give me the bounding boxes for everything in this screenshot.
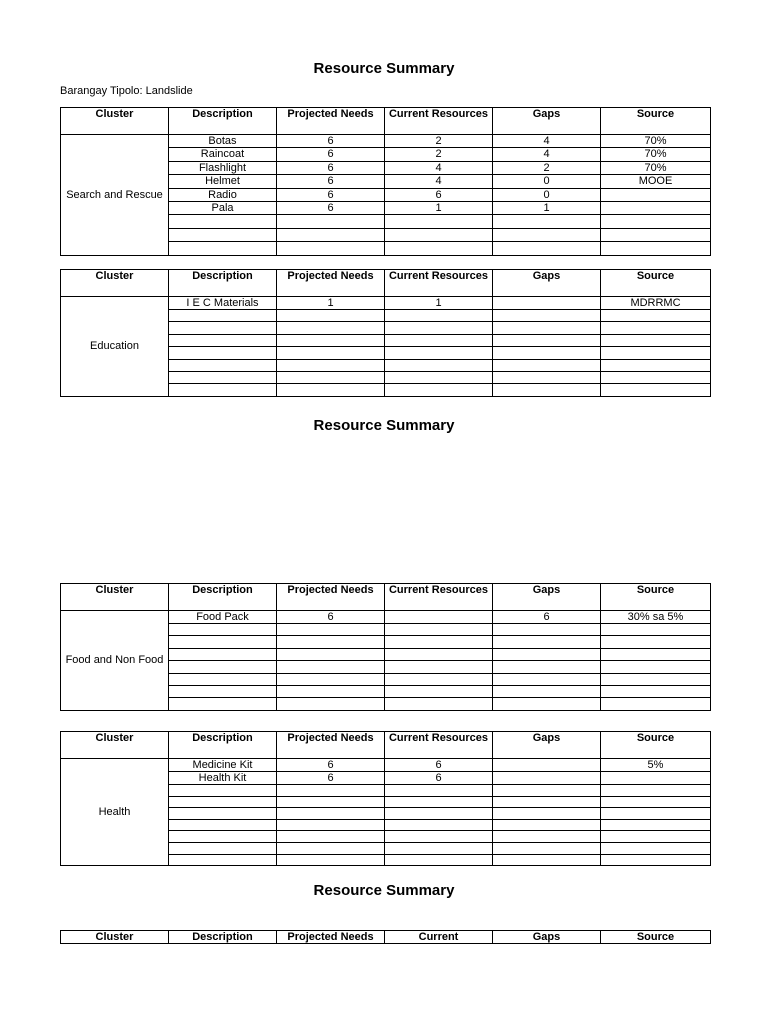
projected-needs-cell bbox=[277, 819, 385, 831]
header-projected-needs: Projected Needs bbox=[277, 270, 385, 297]
table-row bbox=[61, 611, 711, 624]
source-cell: 70% bbox=[601, 161, 711, 174]
description-cell: Botas bbox=[169, 135, 277, 148]
description-cell bbox=[169, 698, 277, 710]
source-cell bbox=[601, 322, 711, 334]
header-gaps: Gaps bbox=[493, 108, 601, 135]
current-resources-cell bbox=[385, 819, 493, 831]
source-cell bbox=[601, 772, 711, 785]
current-resources-cell bbox=[385, 371, 493, 383]
description-cell: Medicine Kit bbox=[169, 759, 277, 772]
gaps-cell bbox=[493, 685, 601, 697]
source-cell bbox=[601, 242, 711, 255]
projected-needs-cell: 6 bbox=[277, 175, 385, 188]
projected-needs-cell bbox=[277, 636, 385, 648]
header-description: Description bbox=[169, 584, 277, 611]
projected-needs-cell bbox=[277, 796, 385, 808]
source-cell bbox=[601, 661, 711, 673]
cluster-cell: Food and Non Food bbox=[61, 611, 169, 711]
description-cell: Food Pack bbox=[169, 611, 277, 624]
gaps-cell bbox=[493, 842, 601, 854]
projected-needs-cell bbox=[277, 334, 385, 346]
source-cell: MDRRMC bbox=[601, 297, 711, 310]
description-cell bbox=[169, 384, 277, 396]
current-resources-cell: 6 bbox=[385, 759, 493, 772]
description-cell bbox=[169, 648, 277, 660]
source-cell bbox=[601, 636, 711, 648]
projected-needs-cell: 6 bbox=[277, 759, 385, 772]
gaps-cell bbox=[493, 384, 601, 396]
header-projected-needs: Projected Needs bbox=[277, 584, 385, 611]
current-resources-cell bbox=[385, 796, 493, 808]
projected-needs-cell bbox=[277, 808, 385, 820]
table-row bbox=[61, 135, 711, 148]
description-cell: Health Kit bbox=[169, 772, 277, 785]
current-resources-cell bbox=[385, 808, 493, 820]
projected-needs-cell bbox=[277, 384, 385, 396]
header-current-resources: Current Resources bbox=[385, 270, 493, 297]
header-projected-needs: Projected Needs bbox=[277, 732, 385, 759]
description-cell bbox=[169, 322, 277, 334]
source-cell bbox=[601, 648, 711, 660]
page-title-2: Resource Summary bbox=[313, 417, 455, 434]
header-source: Source bbox=[601, 270, 711, 297]
header-gaps: Gaps bbox=[493, 584, 601, 611]
current-resources-cell bbox=[385, 215, 493, 228]
source-cell bbox=[601, 384, 711, 396]
description-cell: Raincoat bbox=[169, 148, 277, 161]
description-cell bbox=[169, 359, 277, 371]
description-cell bbox=[169, 215, 277, 228]
current-resources-cell bbox=[385, 347, 493, 359]
gaps-cell: 2 bbox=[493, 161, 601, 174]
gaps-cell bbox=[493, 310, 601, 322]
current-resources-cell bbox=[385, 698, 493, 710]
description-cell bbox=[169, 624, 277, 636]
projected-needs-cell bbox=[277, 215, 385, 228]
current-resources-cell: 4 bbox=[385, 175, 493, 188]
projected-needs-cell: 6 bbox=[277, 148, 385, 161]
cluster-cell: Education bbox=[61, 297, 169, 397]
projected-needs-cell bbox=[277, 831, 385, 843]
current-resources-cell: 6 bbox=[385, 772, 493, 785]
description-cell: Flashlight bbox=[169, 161, 277, 174]
source-cell bbox=[601, 819, 711, 831]
current-resources-cell bbox=[385, 785, 493, 797]
current-resources-cell bbox=[385, 648, 493, 660]
projected-needs-cell: 6 bbox=[277, 772, 385, 785]
projected-needs-cell bbox=[277, 371, 385, 383]
subtitle: Barangay Tipolo: Landslide bbox=[60, 85, 193, 97]
gaps-cell bbox=[493, 215, 601, 228]
header-current-resources: Current Resources bbox=[385, 108, 493, 135]
gaps-cell bbox=[493, 785, 601, 797]
gaps-cell bbox=[493, 831, 601, 843]
header-description: Description bbox=[169, 270, 277, 297]
source-cell bbox=[601, 188, 711, 201]
table-row bbox=[61, 759, 711, 772]
description-cell: Helmet bbox=[169, 175, 277, 188]
gaps-cell bbox=[493, 359, 601, 371]
source-cell bbox=[601, 842, 711, 854]
description-cell bbox=[169, 808, 277, 820]
resource-table bbox=[60, 583, 711, 711]
header-cluster: Cluster bbox=[61, 270, 169, 297]
gaps-cell bbox=[493, 347, 601, 359]
gaps-cell bbox=[493, 371, 601, 383]
gaps-cell bbox=[493, 297, 601, 310]
source-cell: 30% sa 5% bbox=[601, 611, 711, 624]
projected-needs-cell: 6 bbox=[277, 188, 385, 201]
cluster-cell: Search and Rescue bbox=[61, 135, 169, 256]
cluster-cell: Health bbox=[61, 759, 169, 866]
description-cell bbox=[169, 636, 277, 648]
description-cell bbox=[169, 242, 277, 255]
gaps-cell bbox=[493, 759, 601, 772]
source-cell: 70% bbox=[601, 135, 711, 148]
description-cell: I E C Materials bbox=[169, 297, 277, 310]
gaps-cell bbox=[493, 808, 601, 820]
current-resources-cell: 2 bbox=[385, 148, 493, 161]
resource-table bbox=[60, 269, 711, 397]
source-cell bbox=[601, 685, 711, 697]
header-projected-needs: Projected Needs bbox=[277, 108, 385, 135]
header-current: Current bbox=[385, 931, 493, 944]
projected-needs-cell bbox=[277, 322, 385, 334]
gaps-cell bbox=[493, 322, 601, 334]
description-cell bbox=[169, 685, 277, 697]
source-cell bbox=[601, 673, 711, 685]
current-resources-cell bbox=[385, 611, 493, 624]
gaps-cell bbox=[493, 624, 601, 636]
header-source: Source bbox=[601, 584, 711, 611]
current-resources-cell bbox=[385, 673, 493, 685]
gaps-cell bbox=[493, 819, 601, 831]
header-cluster: Cluster bbox=[61, 584, 169, 611]
projected-needs-cell bbox=[277, 310, 385, 322]
source-cell: 5% bbox=[601, 759, 711, 772]
current-resources-cell bbox=[385, 636, 493, 648]
source-cell bbox=[601, 698, 711, 710]
current-resources-cell: 4 bbox=[385, 161, 493, 174]
gaps-cell bbox=[493, 228, 601, 241]
projected-needs-cell bbox=[277, 842, 385, 854]
gaps-cell: 4 bbox=[493, 148, 601, 161]
projected-needs-cell bbox=[277, 854, 385, 866]
description-cell bbox=[169, 842, 277, 854]
description-cell bbox=[169, 819, 277, 831]
description-cell bbox=[169, 334, 277, 346]
page-title-1: Resource Summary bbox=[313, 60, 455, 77]
description-cell bbox=[169, 661, 277, 673]
header-current-resources: Current Resources bbox=[385, 732, 493, 759]
current-resources-cell bbox=[385, 384, 493, 396]
gaps-cell bbox=[493, 796, 601, 808]
source-cell bbox=[601, 310, 711, 322]
description-cell: Radio bbox=[169, 188, 277, 201]
current-resources-cell bbox=[385, 242, 493, 255]
current-resources-cell bbox=[385, 334, 493, 346]
current-resources-cell bbox=[385, 842, 493, 854]
source-cell bbox=[601, 831, 711, 843]
header-source: Source bbox=[601, 931, 711, 944]
source-cell bbox=[601, 347, 711, 359]
header-current-resources: Current Resources bbox=[385, 584, 493, 611]
current-resources-cell bbox=[385, 854, 493, 866]
current-resources-cell bbox=[385, 624, 493, 636]
gaps-cell: 1 bbox=[493, 201, 601, 214]
source-cell bbox=[601, 796, 711, 808]
projected-needs-cell bbox=[277, 785, 385, 797]
source-cell bbox=[601, 228, 711, 241]
header-source: Source bbox=[601, 732, 711, 759]
projected-needs-cell: 6 bbox=[277, 611, 385, 624]
gaps-cell: 4 bbox=[493, 135, 601, 148]
description-cell bbox=[169, 347, 277, 359]
gaps-cell: 0 bbox=[493, 188, 601, 201]
gaps-cell bbox=[493, 661, 601, 673]
header-projected-needs: Projected Needs bbox=[277, 931, 385, 944]
projected-needs-cell: 1 bbox=[277, 297, 385, 310]
description-cell bbox=[169, 310, 277, 322]
projected-needs-cell bbox=[277, 359, 385, 371]
gaps-cell bbox=[493, 648, 601, 660]
description-cell bbox=[169, 796, 277, 808]
gaps-cell bbox=[493, 334, 601, 346]
current-resources-cell bbox=[385, 228, 493, 241]
projected-needs-cell bbox=[277, 228, 385, 241]
current-resources-cell bbox=[385, 831, 493, 843]
projected-needs-cell bbox=[277, 698, 385, 710]
current-resources-cell bbox=[385, 310, 493, 322]
description-cell bbox=[169, 785, 277, 797]
gaps-cell bbox=[493, 636, 601, 648]
gaps-cell bbox=[493, 242, 601, 255]
description-cell bbox=[169, 831, 277, 843]
projected-needs-cell bbox=[277, 347, 385, 359]
resource-table bbox=[60, 731, 711, 866]
gaps-cell: 6 bbox=[493, 611, 601, 624]
projected-needs-cell: 6 bbox=[277, 201, 385, 214]
header-source: Source bbox=[601, 108, 711, 135]
header-description: Description bbox=[169, 931, 277, 944]
projected-needs-cell bbox=[277, 242, 385, 255]
gaps-cell bbox=[493, 854, 601, 866]
table-row bbox=[61, 297, 711, 310]
gaps-cell bbox=[493, 673, 601, 685]
projected-needs-cell bbox=[277, 673, 385, 685]
current-resources-cell: 6 bbox=[385, 188, 493, 201]
header-gaps: Gaps bbox=[493, 931, 601, 944]
header-gaps: Gaps bbox=[493, 732, 601, 759]
source-cell bbox=[601, 808, 711, 820]
header-description: Description bbox=[169, 108, 277, 135]
projected-needs-cell bbox=[277, 661, 385, 673]
source-cell: 70% bbox=[601, 148, 711, 161]
gaps-cell bbox=[493, 698, 601, 710]
current-resources-cell bbox=[385, 359, 493, 371]
source-cell: MOOE bbox=[601, 175, 711, 188]
projected-needs-cell bbox=[277, 685, 385, 697]
description-cell bbox=[169, 228, 277, 241]
gaps-cell bbox=[493, 772, 601, 785]
header-cluster: Cluster bbox=[61, 931, 169, 944]
source-cell bbox=[601, 215, 711, 228]
current-resources-cell: 1 bbox=[385, 297, 493, 310]
projected-needs-cell: 6 bbox=[277, 161, 385, 174]
source-cell bbox=[601, 334, 711, 346]
source-cell bbox=[601, 854, 711, 866]
description-cell bbox=[169, 854, 277, 866]
description-cell: Pala bbox=[169, 201, 277, 214]
last-header-table bbox=[60, 930, 711, 944]
source-cell bbox=[601, 359, 711, 371]
source-cell bbox=[601, 371, 711, 383]
source-cell bbox=[601, 624, 711, 636]
gaps-cell: 0 bbox=[493, 175, 601, 188]
resource-table bbox=[60, 107, 711, 256]
source-cell bbox=[601, 785, 711, 797]
header-description: Description bbox=[169, 732, 277, 759]
header-gaps: Gaps bbox=[493, 270, 601, 297]
projected-needs-cell bbox=[277, 624, 385, 636]
projected-needs-cell: 6 bbox=[277, 135, 385, 148]
projected-needs-cell bbox=[277, 648, 385, 660]
source-cell bbox=[601, 201, 711, 214]
header-cluster: Cluster bbox=[61, 732, 169, 759]
current-resources-cell: 1 bbox=[385, 201, 493, 214]
current-resources-cell: 2 bbox=[385, 135, 493, 148]
current-resources-cell bbox=[385, 322, 493, 334]
header-cluster: Cluster bbox=[61, 108, 169, 135]
current-resources-cell bbox=[385, 685, 493, 697]
description-cell bbox=[169, 371, 277, 383]
page-title-3: Resource Summary bbox=[313, 882, 455, 899]
current-resources-cell bbox=[385, 661, 493, 673]
description-cell bbox=[169, 673, 277, 685]
